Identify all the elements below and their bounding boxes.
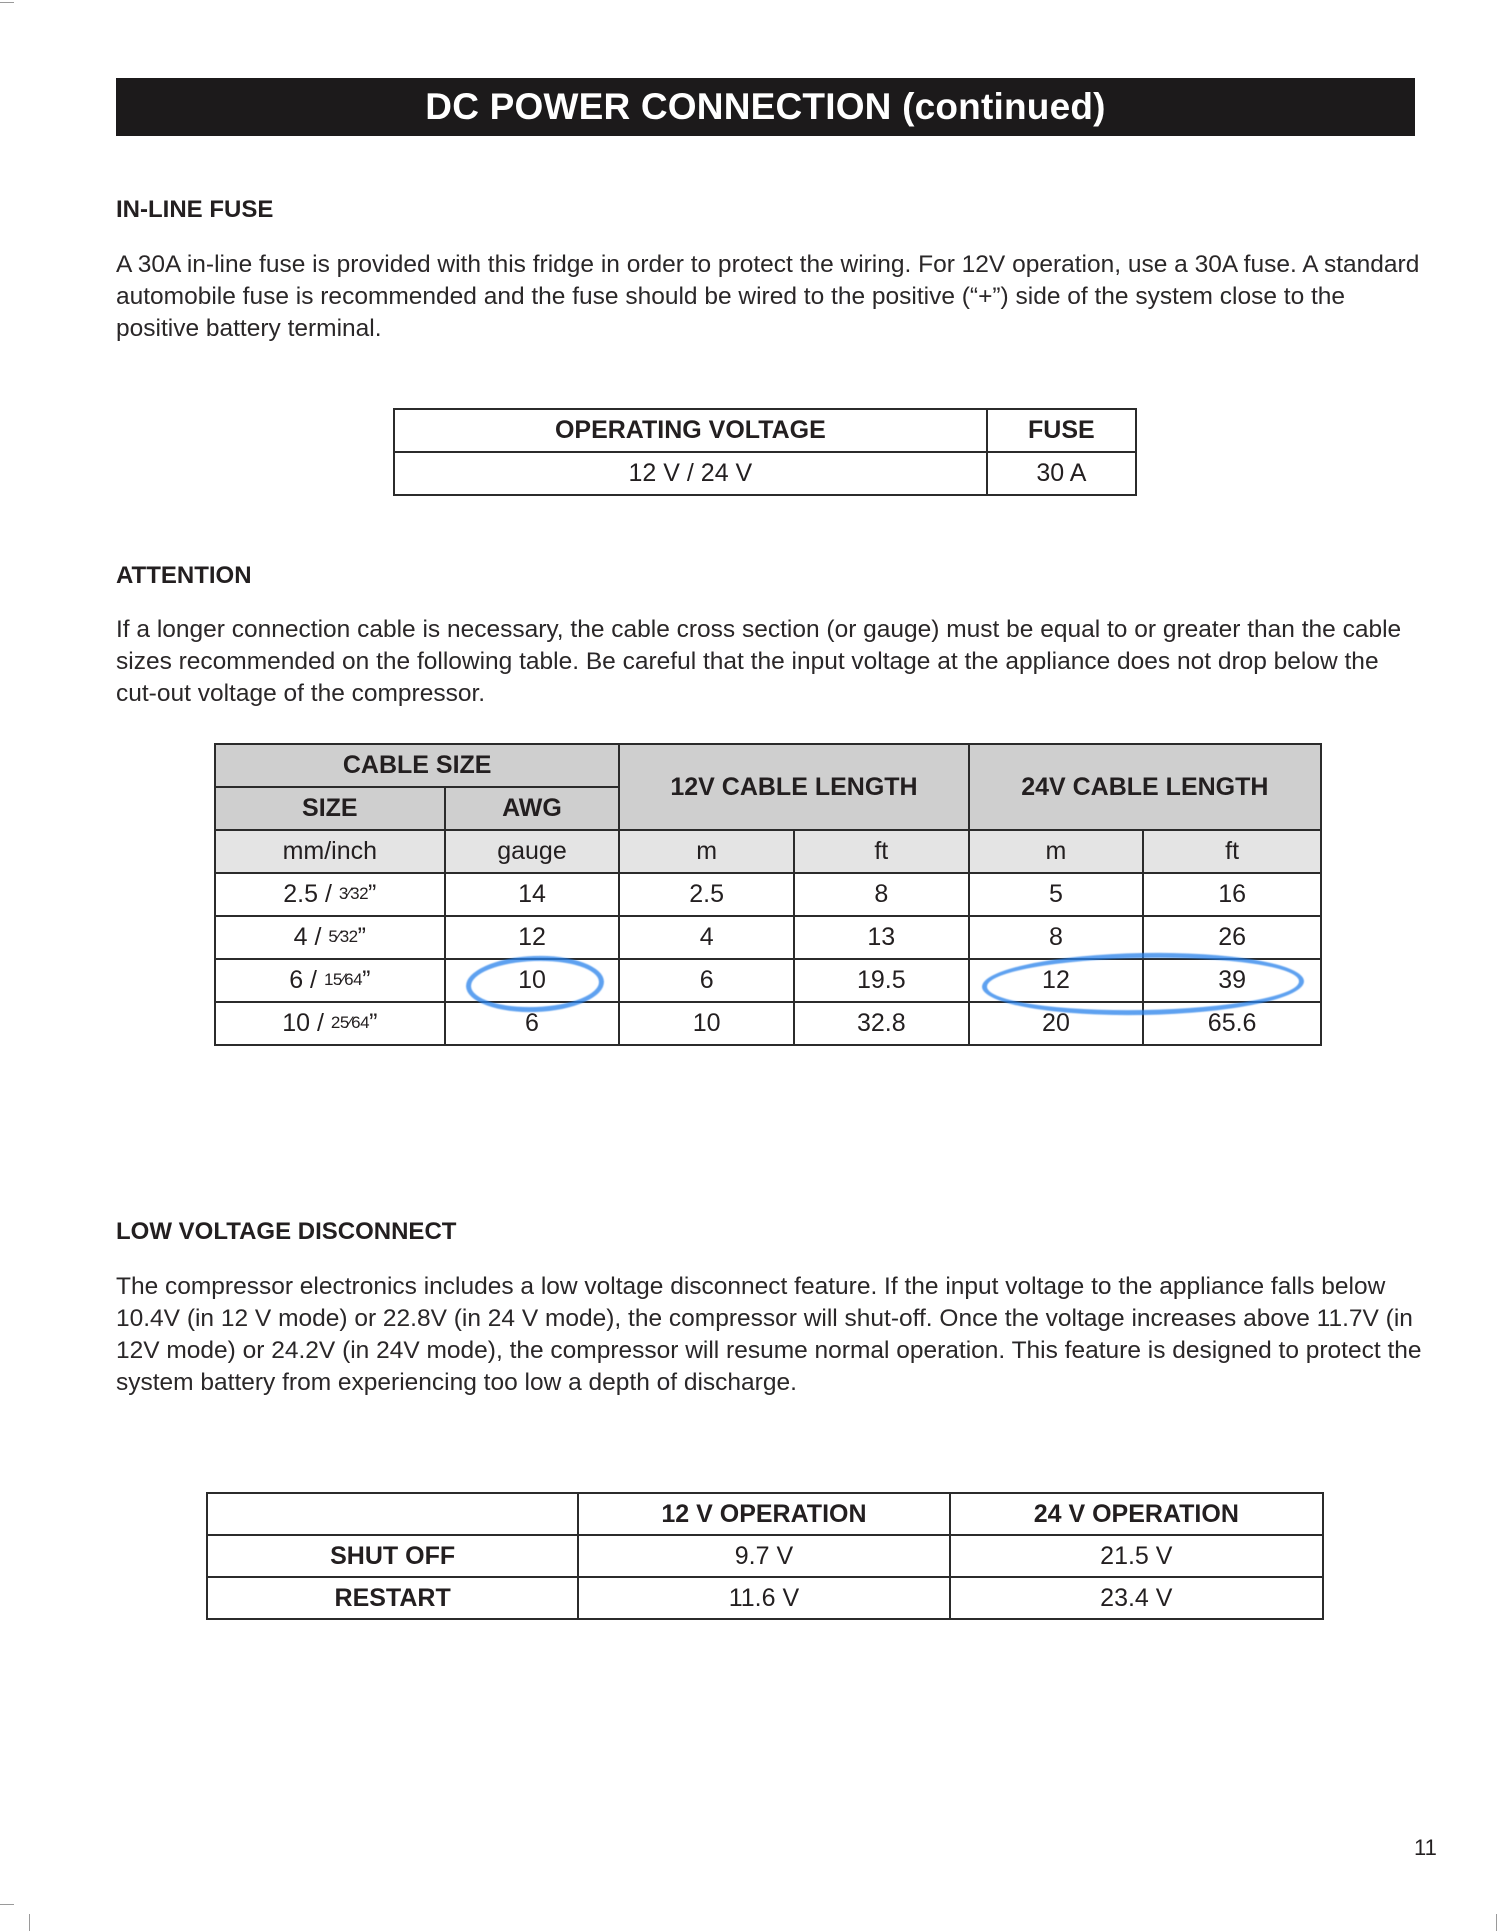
cell-24v: 21.5 V	[950, 1535, 1323, 1577]
cell-24v-ft: 26	[1143, 916, 1321, 959]
low-voltage-paragraph: The compressor electronics includes a low voltage disconnect feature. If the input voltage to the appliance falls below 10.4V (in 12 V mode) or 22.8V (in 24 V mode), the compressor will shut-off. Once the voltage increases above 11.7V (in 12V mode) or 24.2V (in 24V mode), the compressor will resume normal operation. This feature is designed to protect the system battery from experiencing too low a depth of discharge.	[116, 1273, 1422, 1396]
table-row	[207, 1577, 1323, 1619]
page-title-banner	[116, 78, 1415, 136]
size-inch: 25⁄64	[330, 1013, 370, 1032]
crop-mark	[1496, 1914, 1497, 1931]
page-number: 11	[1414, 1835, 1437, 1860]
cell-12v-ft: 13	[794, 916, 969, 959]
section-heading-inline-fuse: IN-LINE FUSE	[116, 196, 274, 223]
header-operating-voltage: OPERATING VOLTAGE	[394, 409, 987, 452]
table-row	[207, 1535, 1323, 1577]
cell-gauge: 14	[445, 873, 620, 916]
table-header-row	[215, 744, 1321, 787]
header-24v-cable-length: 24V CABLE LENGTH	[969, 744, 1321, 830]
cell-12v: 11.6 V	[578, 1577, 949, 1619]
cell-fuse: 30 A	[987, 452, 1136, 495]
cell-12v-ft: 8	[794, 873, 969, 916]
cell-size: 10 / 25⁄64”	[215, 1002, 445, 1045]
row-label-restart: RESTART	[207, 1577, 578, 1619]
section-heading-attention: ATTENTION	[116, 562, 252, 589]
size-inch: 15⁄64	[323, 970, 363, 989]
cell-size: 6 / 15⁄64”	[215, 959, 445, 1002]
crop-mark	[0, 2, 14, 3]
cell-size: 2.5 / 3⁄32”	[215, 873, 445, 916]
size-mm: 2.5	[283, 880, 318, 908]
header-size: SIZE	[215, 787, 445, 830]
unit-24v-ft: ft	[1143, 830, 1321, 873]
table-header-row	[394, 409, 1136, 452]
units-row	[215, 830, 1321, 873]
table-row	[215, 959, 1321, 1002]
cell-gauge: 10	[445, 959, 620, 1002]
header-awg: AWG	[445, 787, 620, 830]
header-12v-cable-length: 12V CABLE LENGTH	[619, 744, 968, 830]
cell-24v-m: 12	[969, 959, 1144, 1002]
section-heading-low-voltage-disconnect: LOW VOLTAGE DISCONNECT	[116, 1218, 457, 1245]
size-inch: 3⁄32	[338, 884, 369, 903]
cell-12v-m: 4	[619, 916, 794, 959]
fuse-table	[393, 408, 1137, 496]
crop-mark	[29, 1914, 30, 1931]
cable-size-table	[214, 743, 1322, 1046]
unit-12v-ft: ft	[794, 830, 969, 873]
unit-mm-inch: mm/inch	[215, 830, 445, 873]
cell-24v-m: 8	[969, 916, 1144, 959]
size-mm: 6	[289, 966, 304, 994]
table-row	[215, 916, 1321, 959]
cell-12v: 9.7 V	[578, 1535, 949, 1577]
size-inch: 5⁄32	[328, 927, 358, 946]
cell-24v-m: 5	[969, 873, 1144, 916]
cell-24v-ft: 65.6	[1143, 1002, 1321, 1045]
table-row	[394, 452, 1136, 495]
table-header-row	[207, 1493, 1323, 1535]
size-mm: 10	[282, 1009, 311, 1037]
cell-gauge: 12	[445, 916, 620, 959]
unit-gauge: gauge	[445, 830, 620, 873]
cell-12v-ft: 32.8	[794, 1002, 969, 1045]
unit-12v-m: m	[619, 830, 794, 873]
cell-12v-m: 10	[619, 1002, 794, 1045]
shutoff-restart-table	[206, 1492, 1324, 1620]
header-12v-operation: 12 V OPERATION	[578, 1493, 949, 1535]
cell-12v-m: 2.5	[619, 873, 794, 916]
unit-24v-m: m	[969, 830, 1144, 873]
header-fuse: FUSE	[987, 409, 1136, 452]
row-label-shut-off: SHUT OFF	[207, 1535, 578, 1577]
table-row	[215, 873, 1321, 916]
cell-24v-ft: 39	[1143, 959, 1321, 1002]
header-24v-operation: 24 V OPERATION	[950, 1493, 1323, 1535]
attention-paragraph: If a longer connection cable is necessary, the cable cross section (or gauge) must be equal to or greater than the cable sizes recommended on the following table. Be careful that the input voltage at the appliance does not drop below the cut-out voltage of the compressor.	[116, 616, 1402, 707]
cell-gauge: 6	[445, 1002, 620, 1045]
inline-fuse-paragraph: A 30A in-line fuse is provided with this fridge in order to protect the wiring. For 12V operation, use a 30A fuse. A standard automobile fuse is recommended and the fuse should be wired to the positive (“+”) side of the system close to the positive battery terminal.	[116, 251, 1420, 342]
header-empty	[207, 1493, 578, 1535]
cell-24v: 23.4 V	[950, 1577, 1323, 1619]
table-row	[215, 1002, 1321, 1045]
crop-mark	[0, 1904, 14, 1905]
header-cable-size: CABLE SIZE	[215, 744, 619, 787]
cell-24v-ft: 16	[1143, 873, 1321, 916]
cell-12v-m: 6	[619, 959, 794, 1002]
cell-24v-m: 20	[969, 1002, 1144, 1045]
size-mm: 4	[293, 923, 308, 951]
cell-operating-voltage: 12 V / 24 V	[394, 452, 987, 495]
page-title: DC POWER CONNECTION (continued)	[425, 86, 1106, 127]
cell-size: 4 / 5⁄32”	[215, 916, 445, 959]
cell-12v-ft: 19.5	[794, 959, 969, 1002]
